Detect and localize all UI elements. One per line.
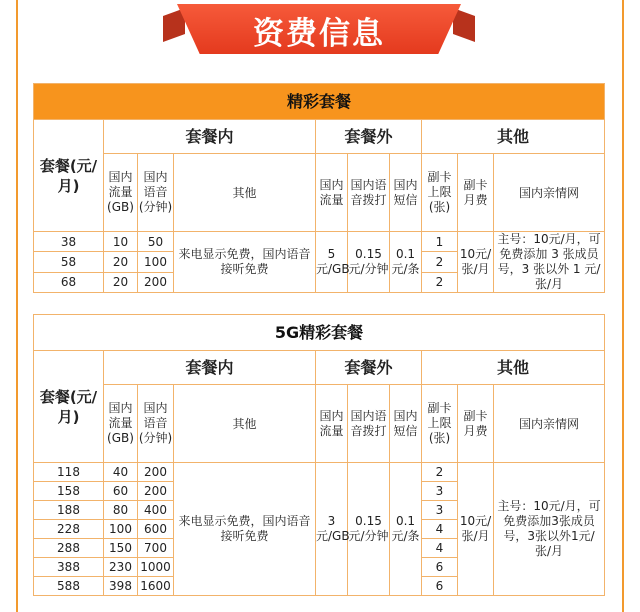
sub-card-limit: 6	[422, 558, 458, 577]
col-data-header: 国内流量(GB)	[104, 385, 138, 463]
out-sms-price: 0.1元/条	[390, 232, 422, 293]
col-out-sms-header: 国内短信	[390, 385, 422, 463]
col-sub-limit-header: 副卡上限(张)	[422, 385, 458, 463]
plan-table-2	[33, 314, 605, 596]
col-out-voice-header: 国内语音拨打	[348, 385, 390, 463]
package-price: 118	[34, 463, 104, 482]
col-other-header: 其他	[174, 154, 316, 232]
package-price: 158	[34, 482, 104, 501]
group-in-header: 套餐内	[104, 120, 316, 154]
data-gb: 20	[104, 272, 138, 292]
data-gb: 20	[104, 252, 138, 272]
package-price: 188	[34, 501, 104, 520]
sub-card-limit: 4	[422, 520, 458, 539]
group-out-header: 套餐外	[316, 351, 422, 385]
sub-card-limit: 3	[422, 501, 458, 520]
sub-card-limit: 1	[422, 232, 458, 252]
out-data-price: 5元/GB	[316, 232, 348, 293]
table-row	[34, 232, 605, 252]
package-price: 58	[34, 252, 104, 272]
package-price: 388	[34, 558, 104, 577]
col-out-voice-header: 国内语音拨打	[348, 154, 390, 232]
col-out-data-header: 国内流量	[316, 385, 348, 463]
group-other-header: 其他	[422, 120, 605, 154]
group-other-header: 其他	[422, 351, 605, 385]
data-gb: 398	[104, 577, 138, 596]
package-price: 588	[34, 577, 104, 596]
col-sub-fee-header: 副卡月费	[458, 385, 494, 463]
package-price: 38	[34, 232, 104, 252]
package-price: 68	[34, 272, 104, 292]
sub-card-fee: 10元/张/月	[458, 232, 494, 293]
voice-minutes: 400	[138, 501, 174, 520]
col-voice-header: 国内语音(分钟)	[138, 154, 174, 232]
col-out-sms-header: 国内短信	[390, 154, 422, 232]
col-family-header: 国内亲情网	[494, 385, 605, 463]
plan-table-1	[33, 83, 605, 293]
table-title: 精彩套餐	[34, 84, 605, 120]
out-sms-price: 0.1元/条	[390, 463, 422, 596]
other-benefits: 来电显示免费，国内语音接听免费	[174, 232, 316, 293]
out-voice-price: 0.15元/分钟	[348, 463, 390, 596]
col-family-header: 国内亲情网	[494, 154, 605, 232]
sub-card-limit: 2	[422, 252, 458, 272]
col-voice-header: 国内语音(分钟)	[138, 385, 174, 463]
voice-minutes: 1600	[138, 577, 174, 596]
package-price: 228	[34, 520, 104, 539]
voice-minutes: 700	[138, 539, 174, 558]
data-gb: 230	[104, 558, 138, 577]
voice-minutes: 600	[138, 520, 174, 539]
out-data-price: 3元/GB	[316, 463, 348, 596]
package-price: 288	[34, 539, 104, 558]
group-in-header: 套餐内	[104, 351, 316, 385]
page-title: 资费信息	[253, 16, 385, 52]
col-data-header: 国内流量(GB)	[104, 154, 138, 232]
family-network: 主号：10元/月，可免费添加 3 张成员号，3 张以外 1 元/张/月	[494, 232, 605, 293]
col-sub-limit-header: 副卡上限(张)	[422, 154, 458, 232]
data-gb: 40	[104, 463, 138, 482]
sub-card-limit: 2	[422, 272, 458, 292]
group-out-header: 套餐外	[316, 120, 422, 154]
voice-minutes: 1000	[138, 558, 174, 577]
col-package-header: 套餐(元/月)	[34, 120, 104, 232]
table-title: 5G精彩套餐	[34, 315, 605, 351]
out-voice-price: 0.15元/分钟	[348, 232, 390, 293]
data-gb: 60	[104, 482, 138, 501]
sub-card-limit: 3	[422, 482, 458, 501]
col-other-header: 其他	[174, 385, 316, 463]
header-banner	[163, 4, 475, 54]
table-row	[34, 463, 605, 482]
sub-card-fee: 10元/张/月	[458, 463, 494, 596]
family-network: 主号：10元/月，可免费添加3张成员号，3张以外1元/张/月	[494, 463, 605, 596]
voice-minutes: 200	[138, 463, 174, 482]
sub-card-limit: 4	[422, 539, 458, 558]
voice-minutes: 200	[138, 482, 174, 501]
other-benefits: 来电显示免费，国内语音接听免费	[174, 463, 316, 596]
col-out-data-header: 国内流量	[316, 154, 348, 232]
data-gb: 80	[104, 501, 138, 520]
voice-minutes: 50	[138, 232, 174, 252]
voice-minutes: 100	[138, 252, 174, 272]
sub-card-limit: 2	[422, 463, 458, 482]
sub-card-limit: 6	[422, 577, 458, 596]
data-gb: 150	[104, 539, 138, 558]
col-sub-fee-header: 副卡月费	[458, 154, 494, 232]
voice-minutes: 200	[138, 272, 174, 292]
data-gb: 10	[104, 232, 138, 252]
data-gb: 100	[104, 520, 138, 539]
col-package-header: 套餐(元/月)	[34, 351, 104, 463]
